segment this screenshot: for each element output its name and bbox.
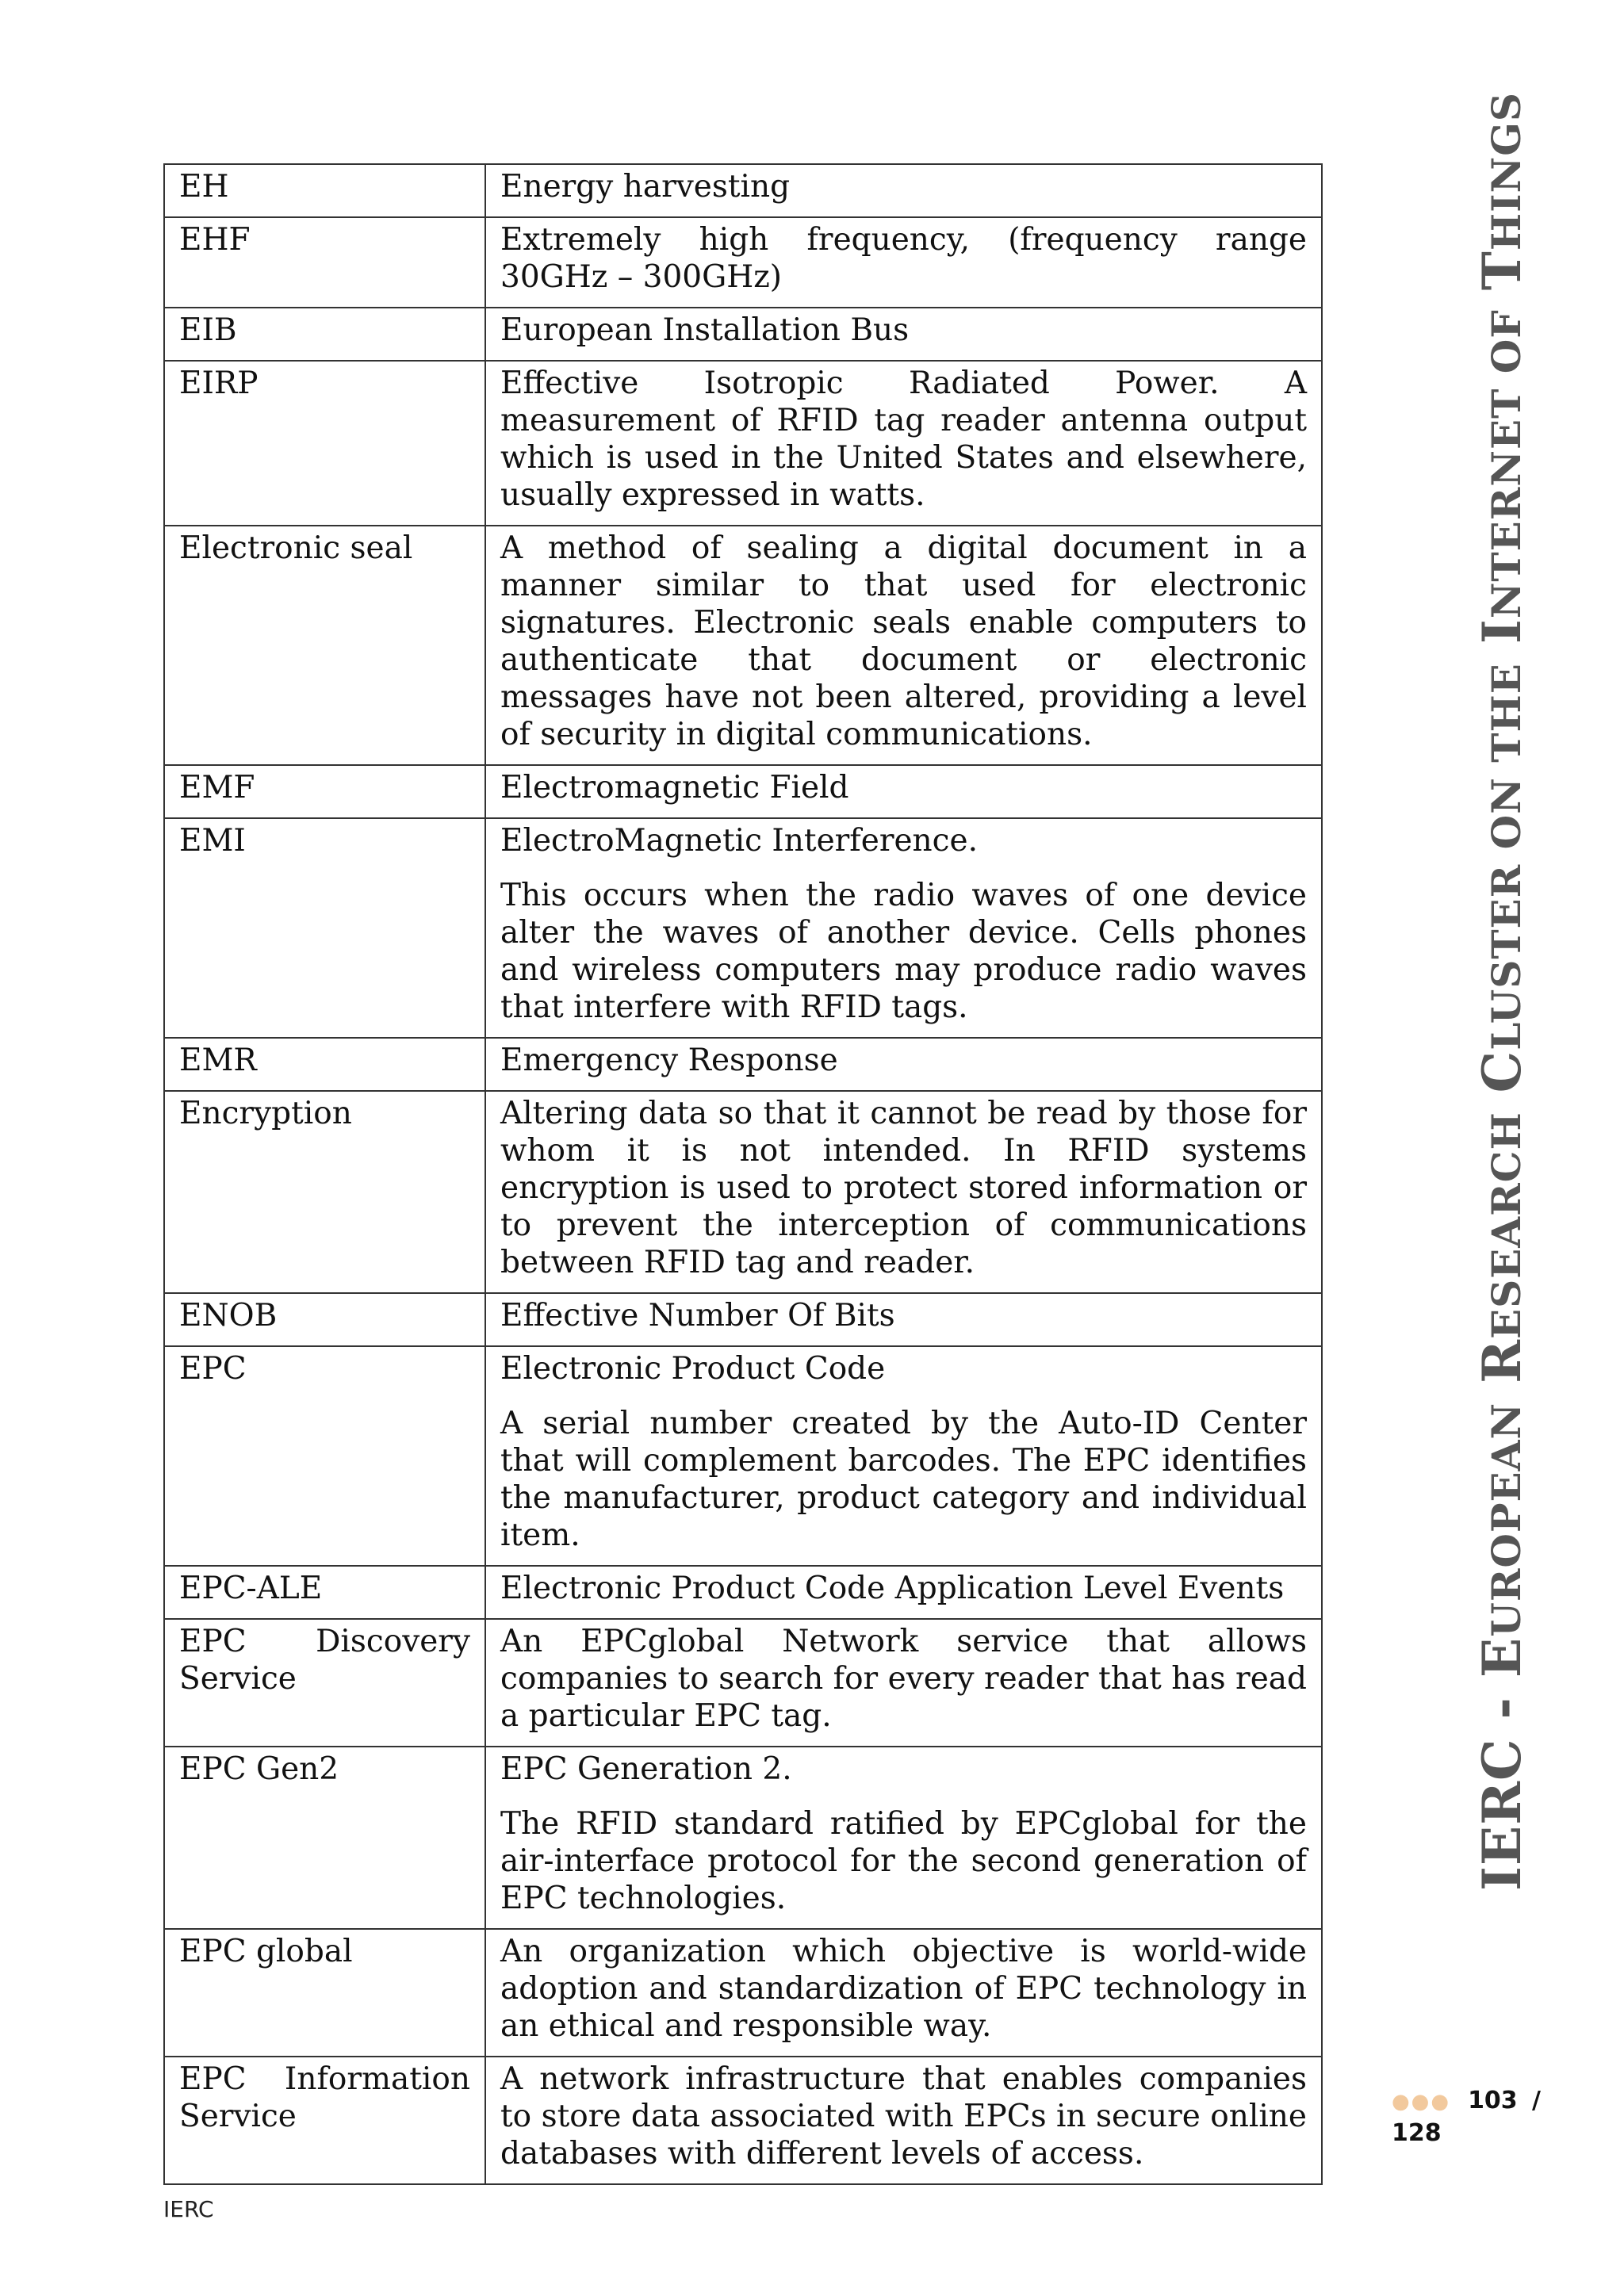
side-title: IERC - EUROPEAN RESEARCH CLUSTER ON THE INTERNET OF THINGS xyxy=(1471,91,1533,1891)
glossary-term: EPC-ALE xyxy=(164,1566,485,1619)
glossary-term: EPC Information Service xyxy=(164,2057,485,2184)
glossary-definition xyxy=(485,1293,1322,1346)
glossary-definition xyxy=(485,2057,1322,2184)
glossary-term: EPC xyxy=(164,1346,485,1566)
glossary-term: EMI xyxy=(164,818,485,1038)
glossary-definition xyxy=(485,1566,1322,1619)
glossary-row xyxy=(164,361,1322,526)
definition-paragraph: The RFID standard ratified by EPCglobal for the air-interface protocol for the second generation of EPC technologies. xyxy=(500,1806,1307,1916)
glossary-term: EIB xyxy=(164,308,485,361)
dots-icon: ●●● xyxy=(1392,2090,1451,2114)
glossary-term: EMF xyxy=(164,765,485,818)
definition-paragraph: Energy harvesting xyxy=(500,169,791,205)
glossary-row xyxy=(164,1091,1322,1293)
glossary-term: EIRP xyxy=(164,361,485,526)
page-total: 128 xyxy=(1392,2119,1442,2147)
definition-paragraph: Altering data so that it cannot be read by those for whom it is not intended. In RFID systems encryption is used to protect stored information or to prevent the interception of communications between RFID tag and reader. xyxy=(500,1096,1307,1280)
glossary-term: Electronic seal xyxy=(164,526,485,765)
glossary-term: EPC global xyxy=(164,1929,485,2057)
definition-paragraph: EPC Generation 2. xyxy=(500,1751,792,1787)
glossary-term: EHF xyxy=(164,217,485,308)
glossary-term: EMR xyxy=(164,1038,485,1091)
definition-paragraph: Extremely high frequency, (frequency range 30GHz – 300GHz) xyxy=(500,222,1307,295)
definition-paragraph: European Installation Bus xyxy=(500,312,910,348)
definition-paragraph: Electronic Product Code Application Level Events xyxy=(500,1571,1285,1606)
glossary-row xyxy=(164,765,1322,818)
definition-paragraph: A method of sealing a digital document in a manner similar to that used for electronic signatures. Electronic seals enable computers to authenticate that document or electronic messages have not been altered, providing a level of security in digital communications. xyxy=(500,530,1307,752)
glossary-definition xyxy=(485,217,1322,308)
definition-paragraph: Effective Isotropic Radiated Power. A measurement of RFID tag reader antenna output which is used in the United States and elsewhere, usually expressed in watts. xyxy=(500,365,1307,513)
page-current: 103 xyxy=(1468,2087,1518,2114)
glossary-definition xyxy=(485,1346,1322,1566)
glossary-definition xyxy=(485,1747,1322,1929)
glossary-row xyxy=(164,1747,1322,1929)
glossary-definition xyxy=(485,1038,1322,1091)
glossary-row xyxy=(164,2057,1322,2184)
glossary-term: ENOB xyxy=(164,1293,485,1346)
definition-paragraph: Emergency Response xyxy=(500,1043,838,1078)
glossary-definition xyxy=(485,361,1322,526)
glossary-row xyxy=(164,217,1322,308)
glossary-definition xyxy=(485,765,1322,818)
definition-paragraph: ElectroMagnetic Interference. xyxy=(500,823,978,859)
page-number xyxy=(1392,2087,1558,2147)
glossary-definition xyxy=(485,308,1322,361)
glossary-row xyxy=(164,1929,1322,2057)
glossary-row xyxy=(164,164,1322,217)
footer-label: IERC xyxy=(163,2196,214,2222)
glossary-definition xyxy=(485,1929,1322,2057)
glossary-term: Encryption xyxy=(164,1091,485,1293)
definition-paragraph: This occurs when the radio waves of one device alter the waves of another device. Cells phones and wireless computers may produce radio waves that interfere with RFID tags. xyxy=(500,878,1307,1025)
glossary-definition xyxy=(485,1619,1322,1747)
glossary-row xyxy=(164,1619,1322,1747)
page-separator: / xyxy=(1532,2087,1541,2114)
glossary-definition xyxy=(485,1091,1322,1293)
definition-paragraph: Electronic Product Code xyxy=(500,1351,886,1387)
glossary-row xyxy=(164,818,1322,1038)
definition-paragraph: Electromagnetic Field xyxy=(500,770,849,806)
glossary-table xyxy=(163,163,1323,2185)
glossary-row xyxy=(164,1566,1322,1619)
glossary-row xyxy=(164,1293,1322,1346)
definition-paragraph: Effective Number Of Bits xyxy=(500,1298,895,1334)
glossary-term: EPC Gen2 xyxy=(164,1747,485,1929)
glossary-row xyxy=(164,1346,1322,1566)
glossary-term: EPC Discovery Service xyxy=(164,1619,485,1747)
glossary-row xyxy=(164,1038,1322,1091)
definition-paragraph: A network infrastructure that enables companies to store data associated with EPCs in secure online databases with different levels of access. xyxy=(500,2061,1307,2172)
glossary-definition xyxy=(485,164,1322,217)
glossary-row xyxy=(164,308,1322,361)
definition-paragraph: A serial number created by the Auto-ID Center that will complement barcodes. The EPC identifies the manufacturer, product category and individual item. xyxy=(500,1406,1307,1553)
glossary-term: EH xyxy=(164,164,485,217)
glossary-definition xyxy=(485,526,1322,765)
definition-paragraph: An EPCglobal Network service that allows companies to search for every reader that has read a particular EPC tag. xyxy=(500,1624,1307,1734)
glossary-row xyxy=(164,526,1322,765)
definition-paragraph: An organization which objective is world-wide adoption and standardization of EPC technology in an ethical and responsible way. xyxy=(500,1934,1307,2044)
glossary-definition xyxy=(485,818,1322,1038)
